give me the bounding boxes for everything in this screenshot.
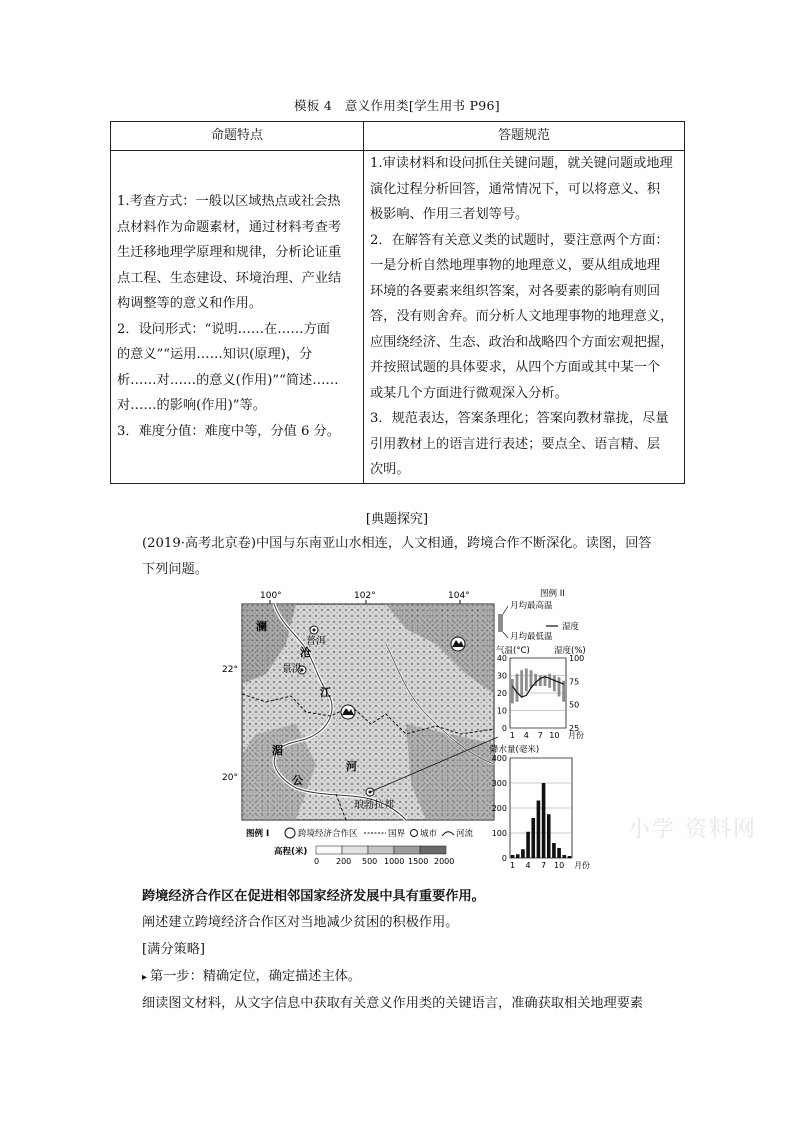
cooperation-zone-icon bbox=[451, 637, 465, 651]
norm-line: 环境的各要素来组织答案，对各要素的影响有则回 bbox=[370, 283, 661, 299]
month-tick-label: 4 bbox=[523, 731, 529, 740]
humidity-tick-label: 50 bbox=[569, 700, 580, 710]
temp-range-bar bbox=[539, 676, 542, 687]
feature-line: 生迁移地理学原理和规律，分析论证重 bbox=[117, 245, 342, 261]
table-header-left: 命题特点 bbox=[111, 122, 364, 151]
norm-line: 并按照试题的具体要求，从四个方面或其中某一个 bbox=[370, 360, 661, 375]
city-label: 普洱 bbox=[306, 636, 326, 647]
temp-axis-title: 气温(°C) bbox=[496, 646, 530, 656]
legend-humidity: 湿度 bbox=[562, 622, 580, 632]
feature-line: 对……的影响(作用)”等。 bbox=[117, 398, 266, 414]
rain-bar bbox=[542, 783, 546, 858]
month-tick-label: 10 bbox=[549, 731, 560, 740]
temp-range-bar bbox=[558, 677, 561, 696]
month-unit-label: 月份 bbox=[574, 861, 590, 870]
month-tick-label: 7 bbox=[537, 731, 543, 740]
norm-line: 引用教材上的语言进行表述；要点全、语言精、层 bbox=[370, 436, 661, 452]
month-tick-label: 1 bbox=[510, 861, 516, 870]
river-icon bbox=[442, 832, 454, 836]
question-stem-2: 阐述建立跨境经济合作区对当地减少贫困的积极作用。 bbox=[142, 915, 459, 930]
temp-tick-label: 20 bbox=[496, 689, 507, 698]
feature-line: 构调整等的意义和作用。 bbox=[117, 296, 263, 312]
latitude-label: 22° bbox=[222, 665, 238, 675]
norm-line: 2．在解答有关意义类的试题时，要注意两个方面： bbox=[370, 232, 669, 248]
legend-item: 跨境经济合作区 bbox=[298, 829, 358, 839]
legend-2 bbox=[498, 588, 580, 642]
legend-item: 河流 bbox=[456, 829, 474, 839]
longitude-label: 102° bbox=[354, 591, 376, 601]
latitude-label: 20° bbox=[222, 773, 238, 783]
rain-bar bbox=[526, 832, 530, 858]
month-tick-label: 1 bbox=[509, 731, 515, 740]
norm-line: 应围绕经济、生态、政治和战略四个方面宏观把握， bbox=[370, 334, 674, 350]
table-cell-features bbox=[111, 151, 364, 484]
elevation-value: 200 bbox=[336, 857, 352, 866]
temp-range-bar bbox=[548, 674, 551, 688]
rain-bar bbox=[516, 854, 520, 858]
rain-bar bbox=[568, 856, 572, 858]
humidity-tick-label: 100 bbox=[569, 654, 585, 663]
rain-bar bbox=[547, 814, 551, 858]
month-tick-label: 4 bbox=[525, 861, 531, 870]
humidity-axis-title: 湿度(%) bbox=[554, 646, 586, 656]
temp-range-bar bbox=[530, 670, 533, 688]
temp-range-bar bbox=[525, 669, 528, 692]
city-marker bbox=[310, 626, 318, 634]
norm-line: 3．规范表达，答案条理化；答案向教材靠拢，尽量 bbox=[370, 411, 669, 426]
humidity-line bbox=[512, 677, 563, 698]
longitude-label: 100° bbox=[260, 591, 282, 601]
step-one: ▸ 第一步：精确定位，确定描述主体。 bbox=[142, 964, 686, 991]
temp-tick-label: 0 bbox=[501, 724, 507, 733]
norm-line: 演化过程分析回答，通常情况下，可以将意义、积 bbox=[370, 181, 661, 197]
legend-item: 国界 bbox=[388, 829, 406, 839]
temp-range-bar bbox=[520, 670, 523, 696]
temperature-humidity-chart bbox=[496, 645, 586, 740]
rain-axis-title: 降水量(毫米) bbox=[490, 745, 540, 755]
intro-line-2: 下列问题。 bbox=[142, 562, 208, 577]
humidity-tick-label: 25 bbox=[569, 724, 580, 733]
rain-tick-label: 200 bbox=[491, 804, 507, 813]
feature-line: 点工程、生态建设、环境治理、产业结 bbox=[117, 270, 342, 286]
page-title: 模板 4 意义作用类[学生用书 P96] bbox=[294, 98, 500, 113]
legend-1 bbox=[246, 828, 474, 866]
rain-bar bbox=[557, 848, 561, 858]
norm-line: 或某几个方面进行微观深入分析。 bbox=[370, 385, 568, 401]
norm-line: 1.审读材料和设问抓住关键问题，就关键问题或地理 bbox=[370, 156, 673, 171]
precipitation-chart bbox=[490, 744, 590, 870]
temp-range-bar bbox=[516, 674, 519, 702]
norm-line: 一是分析自然地理事物的地理意义，要从组成地理 bbox=[370, 258, 661, 273]
feature-line: 3．难度分值：难度中等，分值 6 分。 bbox=[117, 423, 340, 439]
legend-min-temp: 月均最低温 bbox=[510, 632, 553, 642]
elevation-value: 0 bbox=[314, 857, 320, 866]
table-header-right: 答题规范 bbox=[364, 122, 685, 151]
feature-line: 点材料作为命题素材，通过材料考查考 bbox=[117, 219, 342, 235]
rain-bar bbox=[521, 849, 525, 858]
city-label: 琅勃拉邦 bbox=[354, 800, 394, 811]
legend-2-title: 图例 II bbox=[540, 589, 565, 599]
norm-line: 答，没有则舍弃。而分析人文地理事物的地理意义， bbox=[370, 309, 674, 324]
month-tick-label: 7 bbox=[541, 861, 547, 870]
feature-line: 2．设问形式：“说明……在……方面 bbox=[117, 321, 330, 337]
elevation-value: 1500 bbox=[408, 857, 429, 866]
city-label: 景洪 bbox=[282, 664, 302, 675]
rain-bar bbox=[562, 855, 566, 858]
river-char: 公 bbox=[292, 774, 303, 787]
elevation-value: 500 bbox=[362, 857, 378, 866]
template-table bbox=[110, 121, 685, 484]
table-cell-norms bbox=[364, 151, 685, 484]
feature-line: 的意义”“运用……知识(原理)，分 bbox=[117, 347, 313, 363]
feature-line: 1.考查方式：一般以区域热点或社会热 bbox=[117, 194, 341, 210]
elevation-label: 高程(米) bbox=[274, 847, 308, 857]
river-char: 沧 bbox=[300, 646, 311, 659]
elevation-value: 2000 bbox=[434, 857, 455, 866]
norm-line: 次明。 bbox=[370, 462, 410, 477]
humidity-tick-label: 75 bbox=[569, 677, 580, 687]
river-char: 澜 bbox=[256, 620, 267, 633]
rain-tick-label: 300 bbox=[491, 779, 507, 788]
rain-bar bbox=[531, 818, 535, 858]
river-char: 湄 bbox=[272, 744, 283, 757]
strategy-heading: [满分策略] bbox=[142, 942, 206, 957]
question-stem-1: 跨境经济合作区在促进相邻国家经济发展中具有重要作用。 bbox=[142, 889, 485, 904]
intro-line-1 bbox=[142, 531, 686, 557]
elevation-scale bbox=[316, 846, 446, 854]
temp-range-bar bbox=[511, 679, 514, 704]
month-tick-label: 10 bbox=[553, 861, 565, 870]
longitude-label: 104° bbox=[448, 591, 470, 601]
rain-bar bbox=[511, 855, 515, 858]
rain-tick-label: 100 bbox=[491, 829, 507, 838]
step-one-detail: 细读图文材料，从文字信息中获取有关意义作用类的关键语言，准确获取相关地理要素 bbox=[142, 996, 644, 1011]
feature-line: 析……对……的意义(作用)”“简述…… bbox=[117, 372, 339, 388]
norm-line: 极影响、作用三者划等号。 bbox=[370, 207, 529, 222]
temp-range-bar bbox=[553, 676, 556, 692]
month-unit-label: 月份 bbox=[568, 731, 584, 740]
rain-bar bbox=[552, 843, 556, 858]
temp-tick-label: 40 bbox=[496, 654, 507, 663]
temp-bar-icon bbox=[498, 614, 503, 632]
elevation-value: 1000 bbox=[384, 857, 405, 866]
legend-max-temp: 月均最高温 bbox=[510, 601, 553, 611]
section-label: [典题探究] bbox=[365, 512, 429, 527]
watermark: 小学 资料网 bbox=[628, 817, 757, 842]
temp-tick-label: 30 bbox=[496, 671, 507, 681]
cooperation-zone-icon bbox=[285, 828, 295, 838]
rain-tick-label: 0 bbox=[501, 854, 507, 863]
legend-item: 城市 bbox=[420, 829, 438, 839]
figure bbox=[222, 584, 606, 874]
intro-text: (2019·高考北京卷)中国与东南亚山水相连，人文相通，跨境合作不断深化。读图，回答 bbox=[142, 536, 652, 551]
river-char: 江 bbox=[320, 686, 331, 699]
temp-tick-label: 10 bbox=[496, 706, 507, 716]
city-icon bbox=[411, 830, 418, 837]
legend-1-title: 图例 I bbox=[246, 829, 270, 839]
region-map bbox=[242, 604, 498, 820]
rain-tick-label: 400 bbox=[491, 754, 507, 763]
river-char: 河 bbox=[346, 760, 357, 773]
rain-bar bbox=[537, 801, 541, 859]
cooperation-zone-icon bbox=[341, 705, 355, 719]
